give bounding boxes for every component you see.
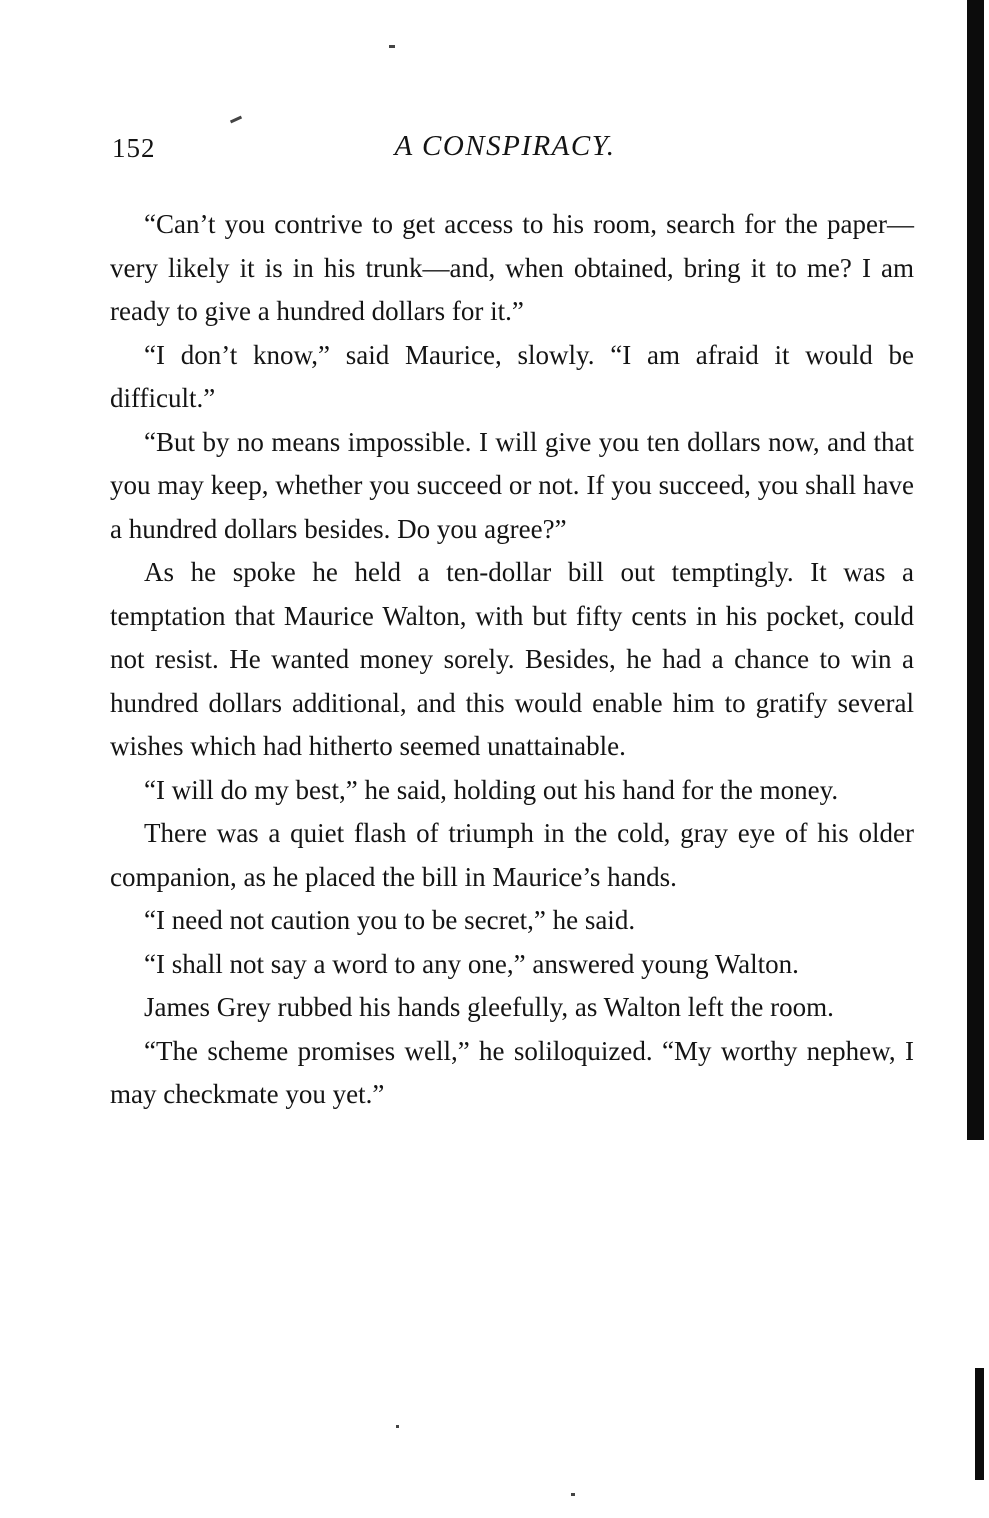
paragraph: “I need not caution you to be secret,” he said.: [144, 905, 636, 935]
paragraph: There was a quiet flash of triumph in the cold, gray eye of his older companion, as he placed the bill in Maurice’s hands.: [110, 818, 914, 892]
binding-edge-bottom: [975, 1368, 984, 1480]
paragraph: “I will do my best,” he said, holding out his hand for the money.: [144, 774, 839, 805]
paragraph: “Can’t you contrive to get access to his room, search for the paper—very likely it is in his trunk—and, when obtained, bring it to me? I am ready to give a hundred dollars for it.”: [110, 209, 914, 326]
paragraph: James Grey rubbed his hands gleefully, as Walton left the room.: [144, 992, 834, 1022]
scan-speck: [230, 116, 242, 124]
scan-speck: [396, 1425, 399, 1428]
scan-speck: [389, 45, 395, 48]
page-number: 152: [112, 133, 156, 163]
paragraph: “I don’t know,” said Maurice, slowly. “I am afraid it would be difficult.”: [110, 339, 914, 413]
paragraph: As he spoke he held a ten-dollar bill out temptingly. It was a temptation that Maurice Walton, with but fifty cents in his pocket, could not resist. He wanted money sorely. Besides, he had a chance to win a hundred dollars additional, and this would enable him to gratify several wishes which had hitherto seemed unattainable.: [110, 557, 914, 761]
running-title: A CONSPIRACY.: [394, 130, 616, 162]
scan-speck: [571, 1493, 575, 1496]
paragraph: “The scheme promises well,” he soliloquized. “My worthy nephew, I may checkmate you yet.”: [110, 1035, 914, 1109]
binding-edge-top: [967, 0, 984, 1140]
body-text: [110, 203, 914, 1117]
paragraph: “I shall not say a word to any one,” answered young Walton.: [144, 948, 799, 979]
paragraph: “But by no means impossible. I will give you ten dollars now, and that you may keep, whether you succeed or not. If you succeed, you shall have a hundred dollars besides. Do you agree?”: [110, 426, 914, 544]
